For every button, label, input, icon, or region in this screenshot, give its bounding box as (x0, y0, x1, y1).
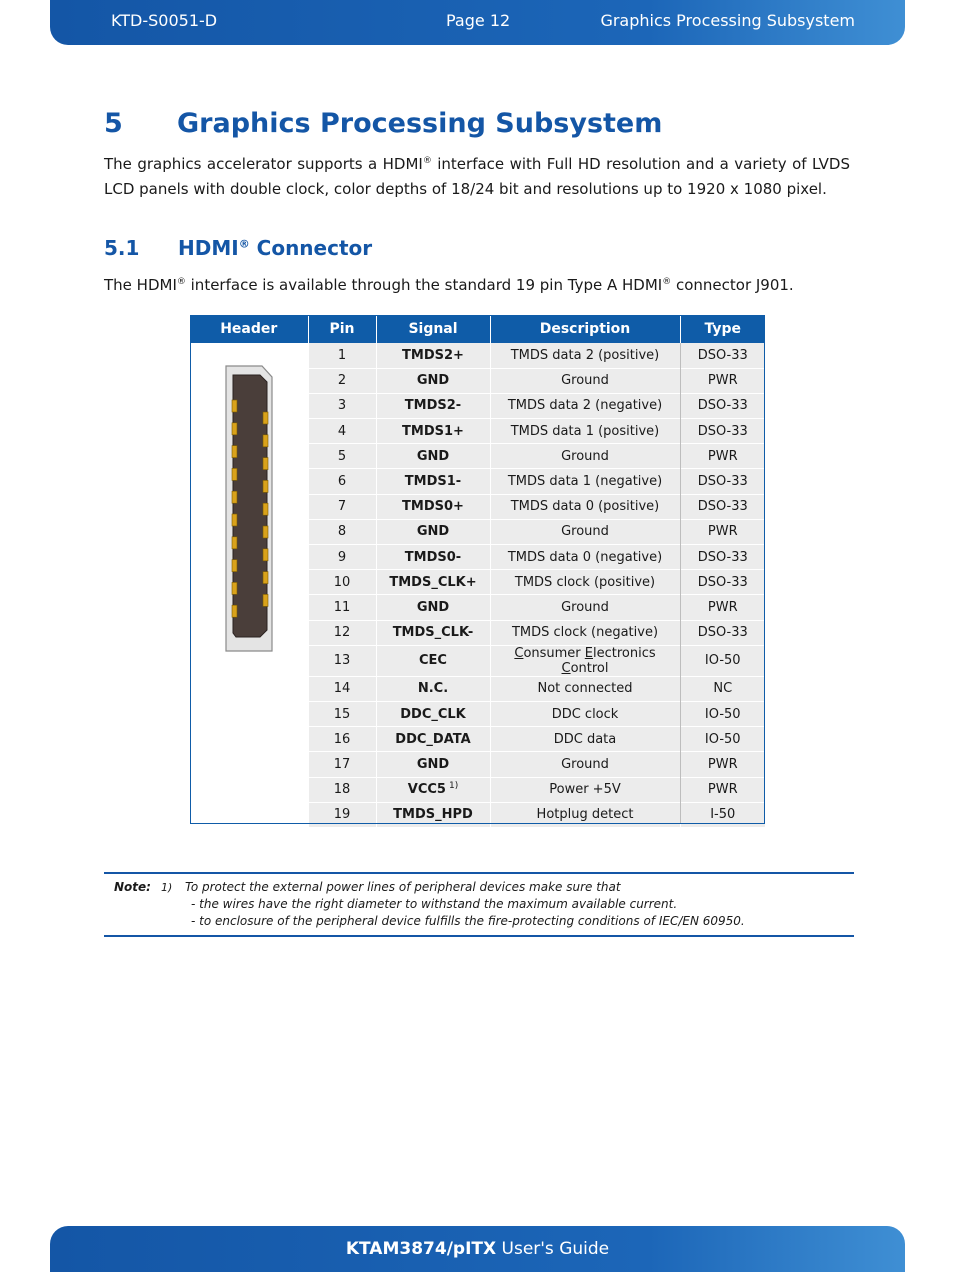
signal-cell (376, 570, 490, 595)
signal-label: GND (416, 756, 450, 772)
signal-label: GND (416, 524, 450, 540)
document-id: KTD-S0051-D (111, 11, 218, 30)
type-cell: DSO-33 (680, 570, 765, 595)
connector-pin (263, 412, 268, 424)
signal-cell (376, 519, 490, 544)
signal-label: TMDS0+ (402, 499, 464, 515)
signal-label: TMDS2- (404, 398, 462, 414)
type-column-divider (680, 343, 681, 823)
note-box (104, 872, 854, 937)
type-cell: PWR (680, 368, 765, 393)
description-cell: TMDS data 1 (positive) (490, 419, 680, 444)
connector-pin (232, 446, 237, 458)
description-cell (490, 645, 680, 676)
type-cell: DSO-33 (680, 469, 765, 494)
description-cell: DDC data (490, 727, 680, 752)
pin-cell: 14 (308, 676, 376, 701)
pin-cell: 1 (308, 343, 376, 368)
col-description: Description (490, 315, 680, 343)
pin-cell: 19 (308, 802, 376, 827)
signal-cell (376, 595, 490, 620)
signal-cell (376, 701, 490, 726)
pin-cell: 16 (308, 727, 376, 752)
signal-cell (376, 645, 490, 676)
connector-pin (232, 537, 237, 549)
description-part: lectronics (593, 645, 656, 661)
description-cell: TMDS data 1 (negative) (490, 469, 680, 494)
signal-label: TMDS_CLK- (392, 625, 474, 641)
sub-text-3: connector J901. (671, 276, 794, 294)
signal-cell (376, 444, 490, 469)
type-cell: DSO-33 (680, 494, 765, 519)
signal-label: VCC5 (407, 782, 446, 798)
pin-cell: 8 (308, 519, 376, 544)
pin-cell: 11 (308, 595, 376, 620)
type-cell: PWR (680, 444, 765, 469)
col-signal: Signal (376, 315, 490, 343)
type-cell: DSO-33 (680, 545, 765, 570)
table-body (190, 343, 765, 827)
connector-pin (232, 582, 237, 594)
signal-label: TMDS_CLK+ (389, 574, 477, 590)
description-cell: TMDS clock (negative) (490, 620, 680, 645)
subsection-number: 5.1 (104, 236, 140, 260)
section-intro-paragraph (104, 152, 850, 202)
pin-cell: 15 (308, 701, 376, 726)
table-row (190, 343, 765, 368)
footnote-marker: 1) (448, 780, 459, 791)
connector-pin (232, 491, 237, 503)
type-cell: NC (680, 676, 765, 701)
subsection-heading (104, 236, 372, 260)
connector-pin (263, 549, 268, 561)
pin-cell: 5 (308, 444, 376, 469)
type-cell: PWR (680, 595, 765, 620)
registered-mark: ® (238, 237, 250, 251)
connector-pin (232, 605, 237, 617)
description-cell: TMDS clock (positive) (490, 570, 680, 595)
page-header-bar (50, 0, 905, 45)
signal-cell (376, 802, 490, 827)
description-cell: Ground (490, 519, 680, 544)
connector-pin (263, 503, 268, 515)
pin-cell: 7 (308, 494, 376, 519)
signal-cell (376, 727, 490, 752)
section-title: Graphics Processing Subsystem (177, 108, 663, 139)
signal-label: DDC_CLK (400, 706, 466, 722)
note-line: - to enclosure of the peripheral device fulfills the fire-protecting conditions of IEC/EN 60950. (191, 914, 745, 928)
signal-cell (376, 469, 490, 494)
page-number: Page 12 (446, 11, 511, 30)
signal-label: TMDS1+ (402, 423, 464, 439)
type-cell: IO-50 (680, 727, 765, 752)
pin-cell: 13 (308, 645, 376, 676)
description-cell: Ground (490, 752, 680, 777)
connector-pin (263, 458, 268, 470)
signal-label: TMDS0- (404, 549, 462, 565)
description-part: ontrol (570, 660, 609, 676)
connector-pin (232, 514, 237, 526)
description-part: E (584, 645, 593, 661)
col-pin: Pin (308, 315, 376, 343)
sub-text-1: The HDMI (104, 276, 177, 294)
sub-text-2: interface is available through the standard 19 pin Type A HDMI (185, 276, 663, 294)
pin-cell: 6 (308, 469, 376, 494)
subsection-title-2: Connector (249, 236, 373, 260)
description-cell: Not connected (490, 676, 680, 701)
pin-cell: 12 (308, 620, 376, 645)
subsection-paragraph (104, 276, 794, 294)
description-cell: TMDS data 0 (negative) (490, 545, 680, 570)
signal-cell (376, 676, 490, 701)
description-cell: Power +5V (490, 777, 680, 802)
col-type: Type (680, 315, 765, 343)
subsection-title-1: HDMI (178, 236, 239, 260)
signal-cell (376, 620, 490, 645)
signal-label: N.C. (417, 681, 449, 697)
type-cell: DSO-33 (680, 620, 765, 645)
section-heading (104, 108, 662, 139)
connector-pin (232, 468, 237, 480)
signal-cell (376, 545, 490, 570)
signal-label: CEC (419, 653, 447, 669)
table-header-row (190, 315, 765, 343)
connector-pin (263, 480, 268, 492)
section-number: 5 (104, 108, 123, 139)
intro-text-2: interface with Full HD resolution and a variety of LVDS LCD panels with double clock, color depths of 18/24 bit and resolutions up to 1920 x 1080 pixel. (104, 155, 850, 198)
pin-cell: 2 (308, 368, 376, 393)
signal-cell (376, 393, 490, 418)
type-cell: PWR (680, 752, 765, 777)
hdmi-pinout-table (190, 315, 765, 828)
type-cell: PWR (680, 519, 765, 544)
pin-cell: 17 (308, 752, 376, 777)
signal-label: TMDS1- (404, 474, 462, 490)
description-cell: Ground (490, 595, 680, 620)
signal-cell (376, 777, 490, 802)
type-cell: DSO-33 (680, 393, 765, 418)
signal-cell (376, 419, 490, 444)
signal-label: GND (416, 373, 450, 389)
page-footer-bar (50, 1226, 905, 1272)
description-cell: Ground (490, 444, 680, 469)
connector-pin (232, 560, 237, 572)
type-cell: IO-50 (680, 645, 765, 676)
type-cell: I-50 (680, 802, 765, 827)
pin-cell: 10 (308, 570, 376, 595)
signal-label: DDC_DATA (395, 731, 471, 747)
note-label: Note: (114, 880, 151, 894)
intro-text-1: The graphics accelerator supports a HDMI (104, 155, 423, 173)
guide-label: User's Guide (496, 1239, 610, 1259)
signal-label: TMDS_HPD (393, 807, 473, 823)
connector-pin (232, 423, 237, 435)
note-number: 1) (161, 881, 173, 894)
description-part: C (514, 645, 524, 661)
description-part: onsumer (523, 645, 585, 661)
connector-pin (263, 435, 268, 447)
registered-mark: ® (176, 277, 186, 287)
description-cell: TMDS data 2 (positive) (490, 343, 680, 368)
connector-pin (263, 594, 268, 606)
description-cell: TMDS data 0 (positive) (490, 494, 680, 519)
type-cell: DSO-33 (680, 419, 765, 444)
header-section-title: Graphics Processing Subsystem (600, 11, 855, 30)
connector-pin (263, 526, 268, 538)
signal-cell (376, 343, 490, 368)
hdmi-connector-icon (222, 365, 274, 653)
signal-cell (376, 368, 490, 393)
connector-pin (232, 400, 237, 412)
description-cell: TMDS data 2 (negative) (490, 393, 680, 418)
product-name: KTAM3874/pITX (345, 1239, 497, 1259)
signal-label: GND (416, 448, 450, 464)
col-header: Header (190, 315, 308, 343)
type-cell: PWR (680, 777, 765, 802)
note-line: To protect the external power lines of peripheral devices make sure that (185, 880, 621, 894)
signal-cell (376, 494, 490, 519)
pin-cell: 4 (308, 419, 376, 444)
signal-label: TMDS2+ (402, 347, 464, 363)
pin-cell: 9 (308, 545, 376, 570)
description-cell: DDC clock (490, 701, 680, 726)
type-cell: IO-50 (680, 701, 765, 726)
description-part: C (561, 660, 571, 676)
type-cell: DSO-33 (680, 343, 765, 368)
signal-cell (376, 752, 490, 777)
pin-cell: 3 (308, 393, 376, 418)
registered-mark: ® (662, 277, 672, 287)
note-line: - the wires have the right diameter to withstand the maximum available current. (191, 897, 678, 911)
connector-pin (263, 572, 268, 584)
signal-label: GND (416, 599, 450, 615)
description-cell: Hotplug detect (490, 802, 680, 827)
description-cell: Ground (490, 368, 680, 393)
pin-cell: 18 (308, 777, 376, 802)
registered-mark: ® (422, 156, 432, 166)
